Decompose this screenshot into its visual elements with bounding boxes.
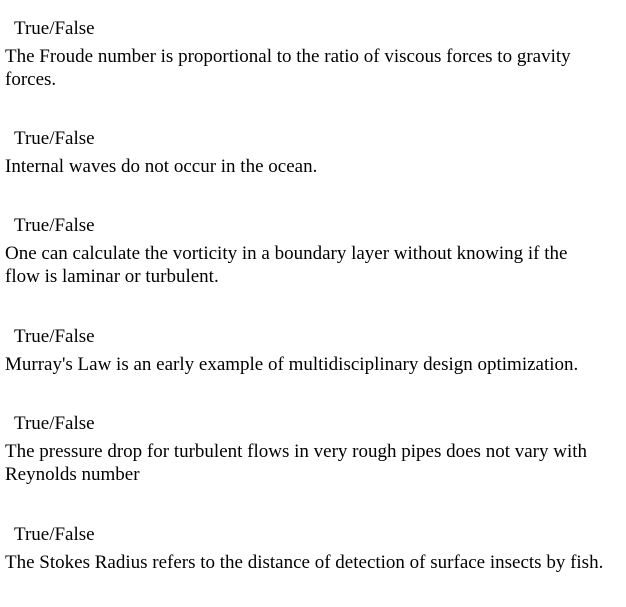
true-false-label: True/False [14,128,95,149]
question-statement: The pressure drop for turbulent flows in very rough pipes does not vary with Reynolds number [5,441,588,485]
true-false-label: True/False [14,18,95,39]
true-false-label: True/False [14,326,95,347]
true-false-label: True/False [14,215,95,236]
question-statement: Internal waves do not occur in the ocean. [5,156,318,177]
question-statement: The Stokes Radius refers to the distance of detection of surface insects by fish. [5,552,604,573]
true-false-label: True/False [14,413,95,434]
question-statement: One can calculate the vorticity in a boundary layer without knowing if the flow is laminar or turbulent. [5,243,568,287]
question-statement: The Froude number is proportional to the ratio of viscous forces to gravity forces. [5,46,571,90]
true-false-label: True/False [14,524,95,545]
question-statement: Murray's Law is an early example of multidisciplinary design optimization. [5,354,579,375]
